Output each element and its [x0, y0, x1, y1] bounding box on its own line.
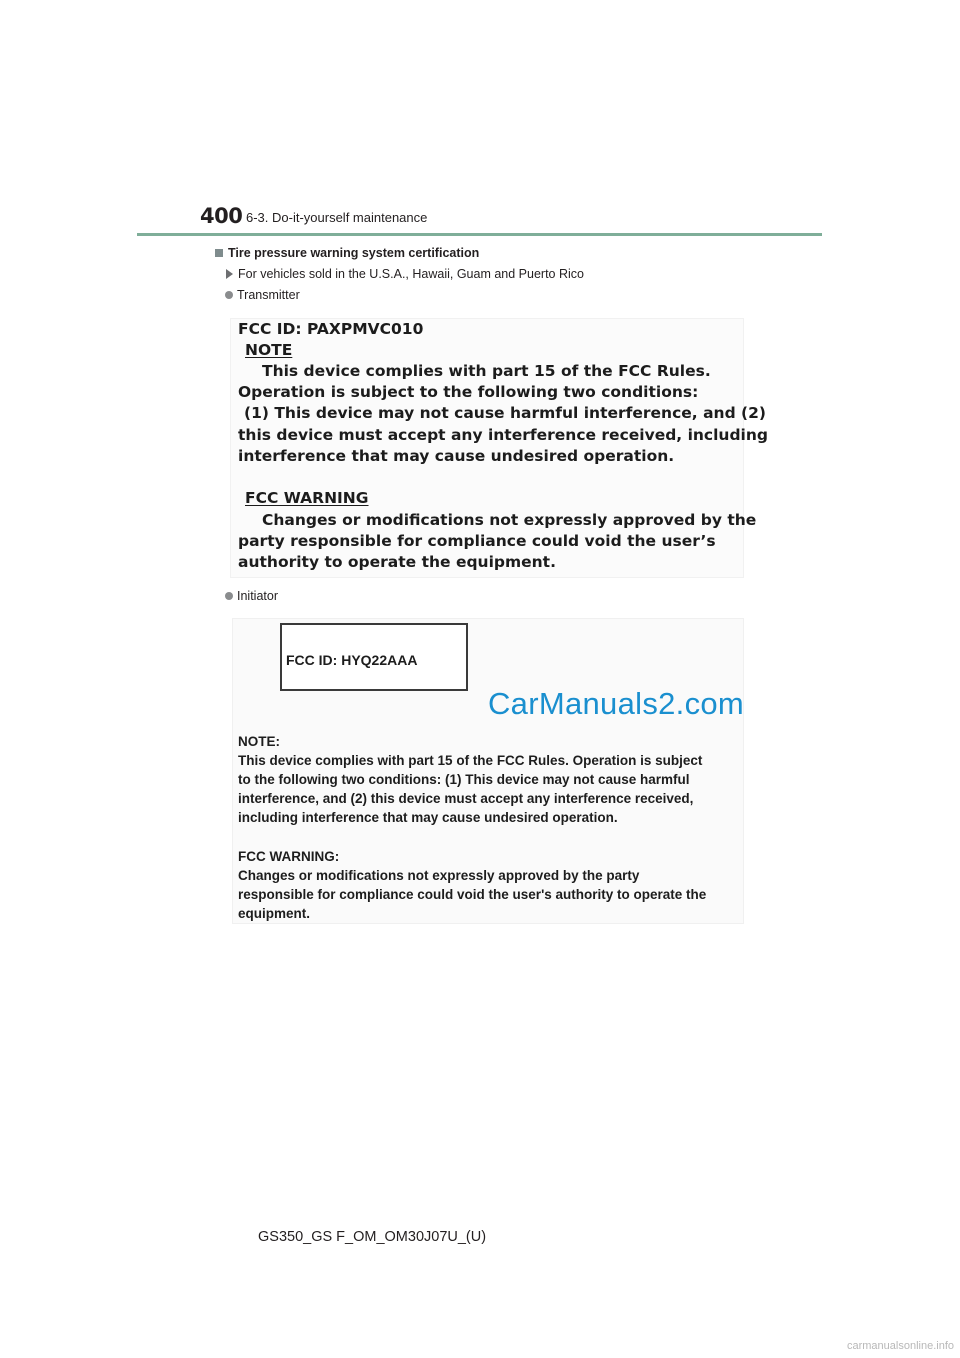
- page-number: 400: [200, 204, 243, 228]
- transmitter-note-heading: NOTE: [245, 341, 293, 359]
- initiator-line: to the following two conditions: (1) This device may not cause harmful: [238, 772, 690, 787]
- initiator-label: Initiator: [237, 589, 278, 603]
- subheading: [215, 245, 479, 261]
- transmitter-line: (1) This device may not cause harmful interference, and (2): [244, 404, 767, 422]
- circle-bullet-icon: [225, 291, 233, 299]
- transmitter-line: party responsible for compliance could void the user’s: [238, 532, 716, 550]
- initiator-line: This device complies with part 15 of the FCC Rules. Operation is subject: [238, 753, 703, 768]
- transmitter-line: Changes or modifications not expressly approved by the: [262, 511, 757, 529]
- initiator-fcc-id: FCC ID: HYQ22AAA: [286, 652, 418, 668]
- initiator-line: Changes or modifications not expressly approved by the party: [238, 868, 640, 883]
- header-rule: [137, 233, 822, 236]
- transmitter-line: Operation is subject to the following two conditions:: [238, 383, 699, 401]
- initiator-line: equipment.: [238, 906, 311, 921]
- initiator-line: interference, and (2) this device must accept any interference received,: [238, 791, 694, 806]
- initiator-line: responsible for compliance could void the user's authority to operate the: [238, 887, 707, 902]
- transmitter-label: Transmitter: [237, 288, 300, 302]
- transmitter-warning-heading: FCC WARNING: [245, 489, 369, 507]
- triangle-bullet-icon: [226, 269, 233, 279]
- region-note-text: For vehicles sold in the U.S.A., Hawaii, Guam and Puerto Rico: [238, 267, 584, 281]
- carmanuals-watermark: CarManuals2.com: [488, 686, 745, 721]
- transmitter-line: authority to operate the equipment.: [238, 553, 556, 571]
- page-footer: GS350_GS F_OM_OM30J07U_(U): [258, 1229, 487, 1245]
- transmitter-line: interference that may cause undesired operation.: [238, 447, 675, 465]
- circle-bullet-icon: [225, 592, 233, 600]
- transmitter-fcc-id: FCC ID: PAXPMVC010: [238, 320, 424, 338]
- square-bullet-icon: [215, 249, 223, 257]
- subheading-text: Tire pressure warning system certification: [228, 246, 480, 260]
- initiator-fcc-label: [232, 618, 744, 924]
- transmitter-fcc-label: [230, 318, 769, 578]
- initiator-note-heading: NOTE:: [238, 734, 280, 749]
- transmitter-item: [225, 287, 300, 303]
- transmitter-line: this device must accept any interference received, including: [238, 426, 769, 444]
- page-header: [200, 204, 822, 234]
- initiator-item: [225, 588, 278, 604]
- initiator-fcc-id-box: [280, 623, 468, 691]
- site-watermark: carmanualsonline.info: [846, 1340, 954, 1352]
- section-title: 6-3. Do-it-yourself maintenance: [246, 210, 428, 225]
- transmitter-line: This device complies with part 15 of the FCC Rules.: [262, 362, 711, 380]
- initiator-line: including interference that may cause undesired operation.: [238, 810, 618, 825]
- initiator-warning-heading: FCC WARNING:: [238, 849, 340, 864]
- region-note: [226, 266, 584, 282]
